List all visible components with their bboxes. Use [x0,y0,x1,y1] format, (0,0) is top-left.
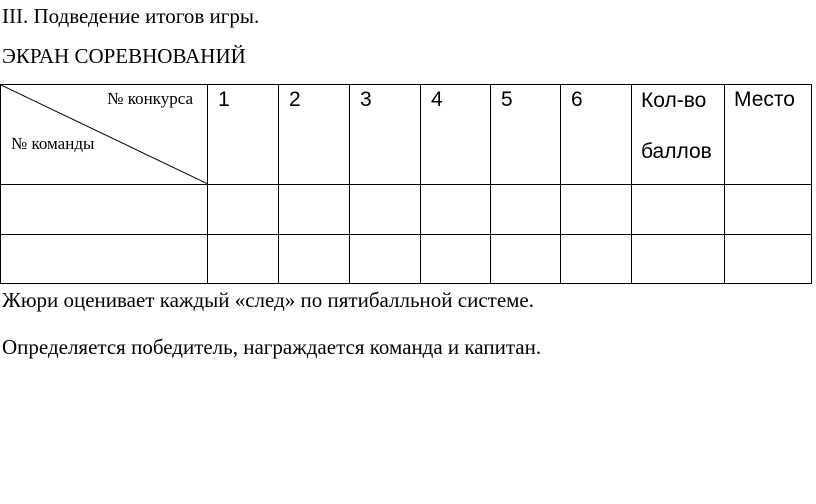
contest-header-2 [279,85,350,185]
score-cell [421,185,491,235]
section-title: III. Подведение итогов игры. [2,4,260,28]
points-label-line2: баллов [641,140,712,163]
contest-header-3 [350,85,421,185]
jury-note: Жюри оценивает каждый «след» по пятибалльной системе. [2,288,535,312]
place-label: Место [734,88,795,111]
score-cell [491,185,561,235]
points-label-line1: Кол-во [641,89,707,112]
contest-number: 6 [571,88,583,111]
team-cell [1,185,208,235]
team-cell [1,235,208,284]
contest-number: 2 [289,88,301,111]
team-number-label: № команды [11,134,95,153]
contest-header-1 [208,85,279,185]
points-cell [632,235,725,284]
place-header [725,85,812,185]
points-cell [632,185,725,235]
score-cell [350,185,421,235]
score-cell [279,235,350,284]
table-row [1,185,812,235]
contest-header-5 [491,85,561,185]
score-cell [491,235,561,284]
table-row [1,235,812,284]
contest-number: 3 [360,88,372,111]
score-cell [561,185,632,235]
contest-number: 4 [431,88,443,111]
corner-header-cell [1,85,208,185]
winner-note: Определяется победитель, награждается команда и капитан. [2,335,542,359]
contest-number-label: № конкурса [107,89,193,108]
contest-header-4 [421,85,491,185]
screen-title: ЭКРАН СОРЕВНОВАНИЙ [2,44,246,68]
score-cell [208,185,279,235]
place-cell [725,235,812,284]
score-cell [561,235,632,284]
table-header-row [1,85,812,185]
contest-header-6 [561,85,632,185]
score-cell [279,185,350,235]
competition-table [0,84,812,284]
score-cell [208,235,279,284]
points-header [632,85,725,185]
contest-number: 5 [501,88,513,111]
place-cell [725,185,812,235]
contest-number: 1 [218,88,230,111]
score-cell [350,235,421,284]
score-cell [421,235,491,284]
